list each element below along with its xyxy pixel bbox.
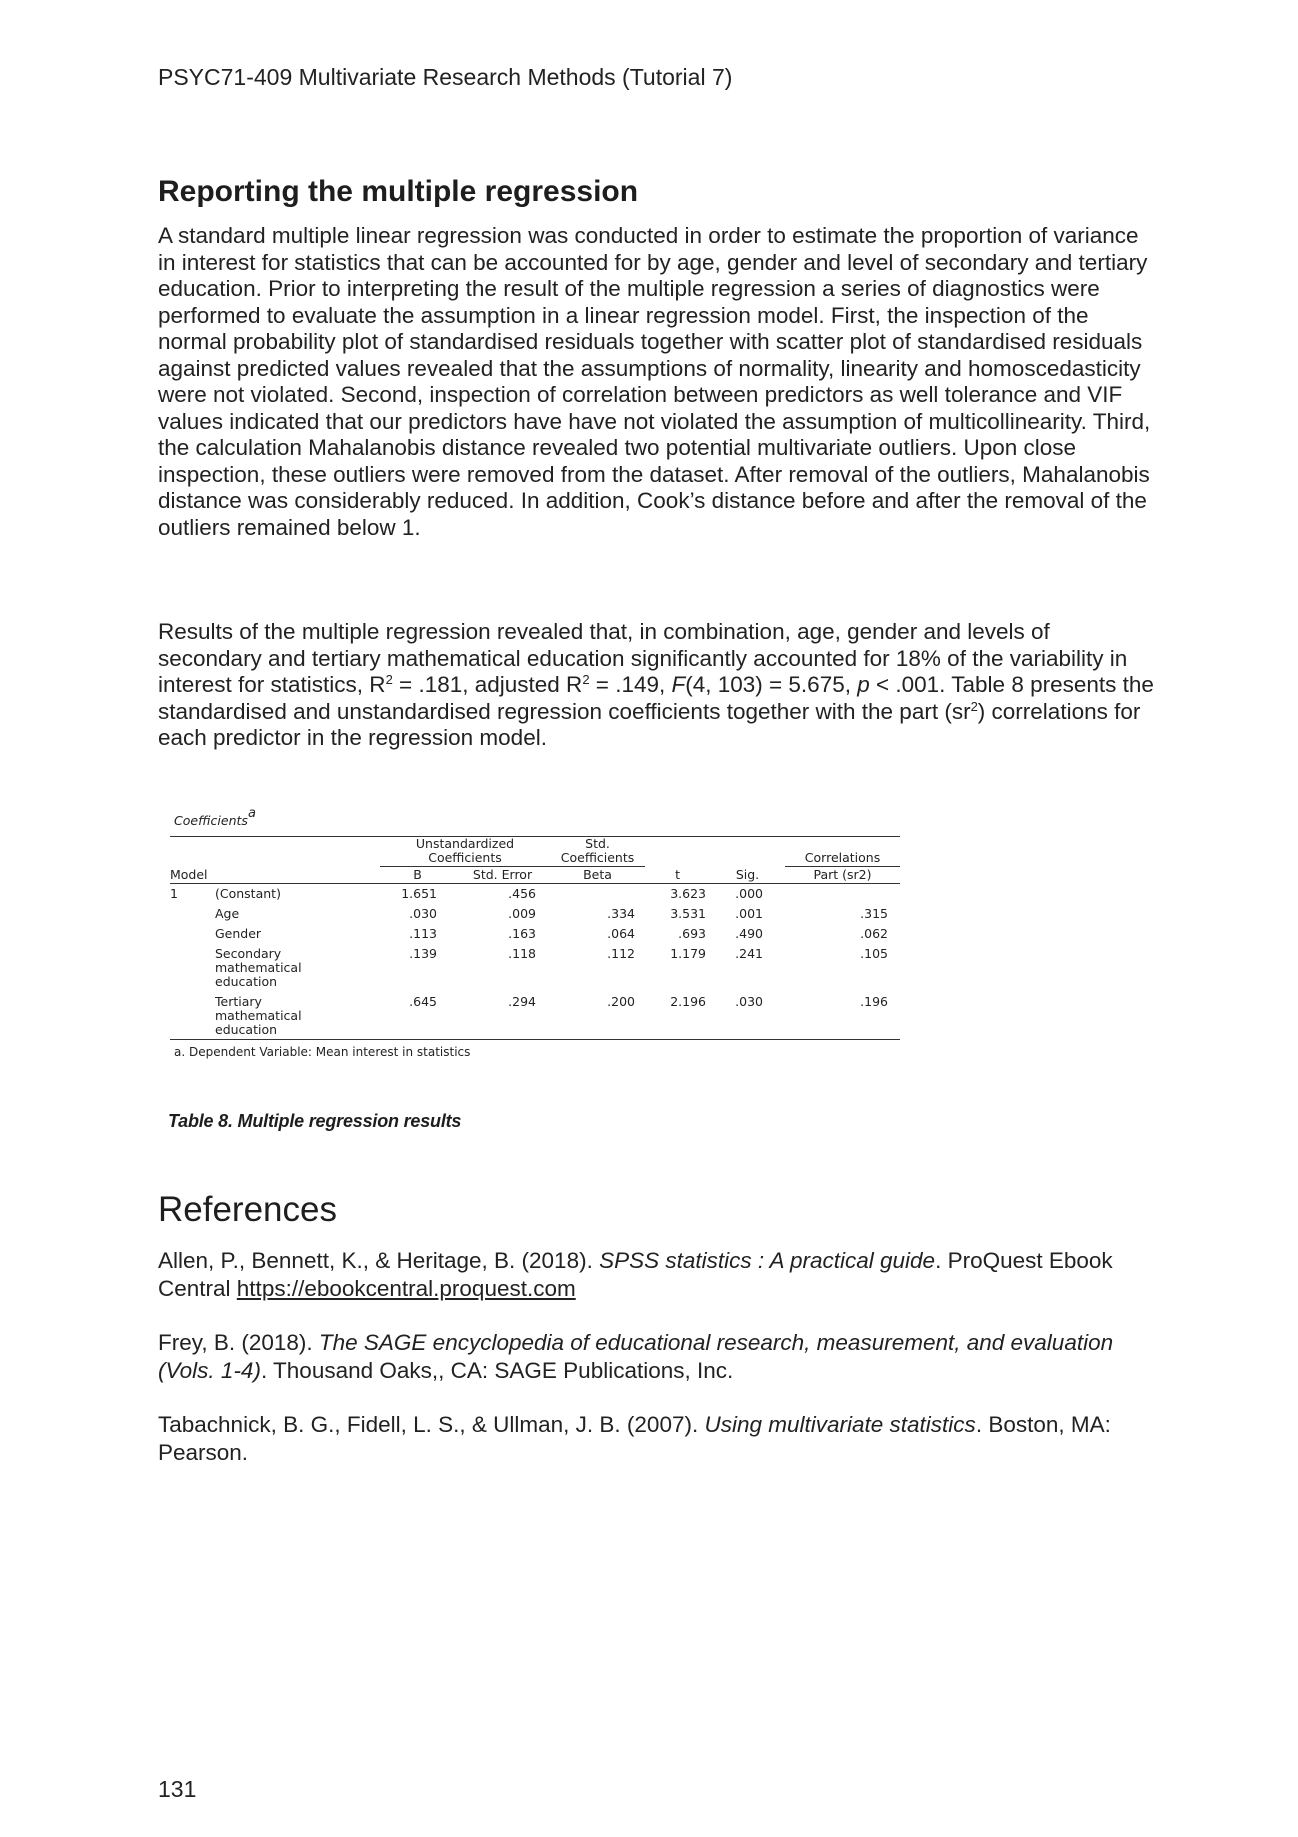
reference-item: Frey, B. (2018). The SAGE encyclopedia of educational research, measurement, and evaluation (Vols. 1-4). Thousand Oaks,, CA: SAGE Publications, Inc.: [158, 1330, 1114, 1383]
cell-se: .294: [455, 992, 550, 1040]
column-b: B: [380, 867, 455, 884]
references-heading: References: [158, 1190, 337, 1229]
table-footnote: a. Dependent Variable: Mean interest in statistics: [174, 1045, 471, 1059]
table-caption: Table 8. Multiple regression results: [168, 1111, 462, 1131]
column-part: Part (sr2): [785, 867, 900, 884]
cell-t: 2.196: [645, 992, 710, 1040]
column-beta: Beta: [550, 867, 645, 884]
cell-t: 3.531: [670, 906, 707, 921]
cell-beta: .064: [607, 926, 636, 941]
predictor-label: Gender: [215, 926, 262, 941]
cell-t: .693: [678, 926, 707, 941]
table-row: [170, 992, 900, 1040]
model-number: 1: [170, 886, 178, 901]
column-std-error: Std. Error: [455, 867, 550, 884]
table-row: [170, 944, 900, 992]
predictor-label: Age: [215, 906, 240, 921]
reference-item: Allen, P., Bennett, K., & Heritage, B. (2018). SPSS statistics : A practical guide. ProQuest Ebook Central https://ebookcentral.proquest.com: [158, 1248, 1113, 1301]
coefficients-table: [170, 806, 900, 1059]
header-correlations: Correlations: [785, 837, 900, 867]
cell-part: .062: [860, 926, 889, 941]
cell-sig: .000: [735, 886, 764, 901]
cell-sig: .001: [735, 906, 764, 921]
paragraph-results: Results of the multiple regression revealed that, in combination, age, gender and levels of secondary and tertiary mathematical education significantly accounted for 18% of the variability in interest for statistics, $R^2 = .181$, adjusted $R^2 = .149$, F(4, 103) = 5.675, p < .001. Table 8 presents the standardised and unstandardised regression coefficients together with the part $(sr^2)$ correlations for each predictor in the regression model.: [158, 619, 1154, 750]
header-standardized: Std. Coefficients: [550, 837, 645, 867]
cell-part: .196: [785, 992, 900, 1040]
predictor-label: (Constant): [215, 886, 281, 901]
cell-se: .009: [508, 906, 537, 921]
table-title: Coefficients$^a$: [174, 806, 256, 828]
column-model: Model: [170, 867, 380, 884]
section-heading: Reporting the multiple regression: [158, 175, 639, 208]
cell-beta: [550, 884, 645, 905]
cell-se: .118: [508, 946, 537, 961]
cell-b: .030: [409, 906, 437, 921]
cell-part: .315: [860, 906, 889, 921]
header-unstandardized: Unstandardized Coefficients: [380, 837, 550, 867]
cell-sig: .030: [710, 992, 785, 1040]
cell-part: [785, 884, 900, 905]
paragraph-diagnostics: A standard multiple linear regression was conducted in order to estimate the proportion of variance in interest for statistics that can be accounted for by age, gender and level of secondary and tertiary education. Prior to interpreting the result of the multiple regression a series of diagnostics were performed to evaluate the assumption in a linear regression model. First, the inspection of the normal probability plot of standardised residuals together with scatter plot of standardised residuals against predicted values revealed that the assumptions of normality, linearity and homoscedasticity were not violated. Second, inspection of correlation between predictors as well tolerance and VIF values indicated that our predictors have have not violated the assumption of multicollinearity. Third, the calculation Mahalanobis distance revealed two potential multivariate outliers. Upon close inspection, these outliers were removed from the dataset. After removal of the outliers, Mahalanobis distance was considerably reduced. In addition, Cook’s distance before and after the removal of the outliers remained below 1.: [158, 223, 1151, 540]
running-header: PSYC71-409 Multivariate Research Methods (Tutorial 7): [158, 64, 733, 90]
predictor-label: Secondary mathematical education: [215, 946, 302, 989]
predictor-label: Tertiary mathematical education: [215, 992, 380, 1040]
cell-beta: .334: [607, 906, 636, 921]
cell-beta: .200: [550, 992, 645, 1040]
cell-t: 1.179: [670, 946, 707, 961]
cell-se: .456: [508, 886, 537, 901]
reference-link[interactable]: https://ebookcentral.proquest.com: [236, 1276, 576, 1301]
column-t: t: [645, 867, 710, 884]
cell-sig: .490: [735, 926, 764, 941]
table-row: [170, 924, 900, 944]
cell-se: .163: [508, 926, 537, 941]
cell-b: .645: [380, 992, 455, 1040]
table-row: [170, 904, 900, 924]
cell-b: .113: [409, 926, 437, 941]
column-sig: Sig.: [710, 867, 785, 884]
table-row: [170, 884, 900, 905]
cell-t: 3.623: [670, 886, 707, 901]
reference-item: Tabachnick, B. G., Fidell, L. S., & Ullman, J. B. (2007). Using multivariate statistics. Boston, MA: Pearson.: [158, 1412, 1111, 1465]
cell-part: .105: [860, 946, 889, 961]
cell-beta: .112: [607, 946, 636, 961]
cell-b: 1.651: [401, 886, 437, 901]
cell-b: .139: [409, 946, 437, 961]
cell-sig: .241: [735, 946, 764, 961]
page-number: 131: [158, 1776, 197, 1802]
